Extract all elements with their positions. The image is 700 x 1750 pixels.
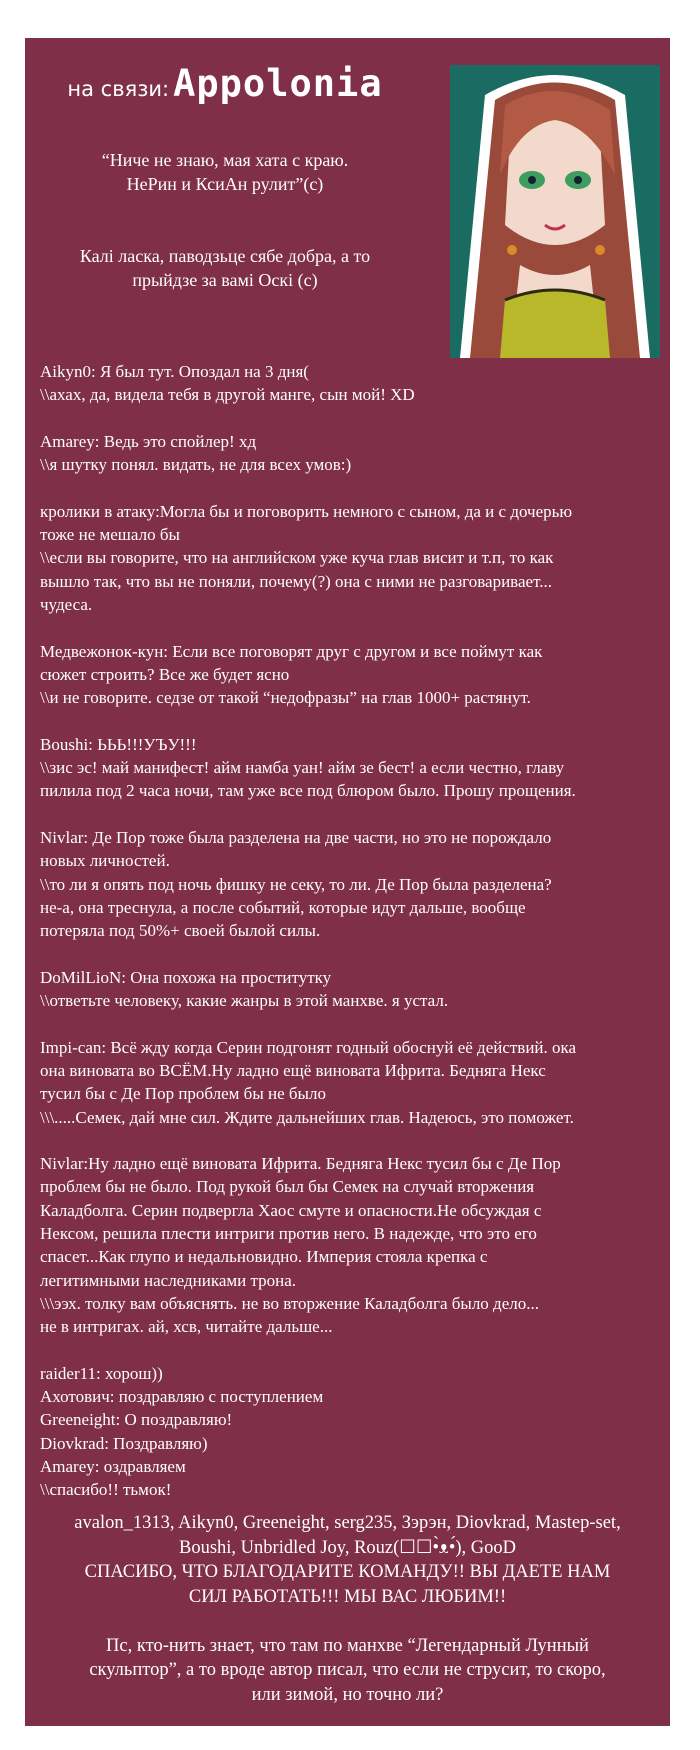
comment-line: raider11: хорош)) (40, 1363, 163, 1383)
comment-block (40, 360, 660, 407)
comment-line: легитимными наследниками трона. (40, 1270, 297, 1290)
quote-line: НеРин и КсиАн рулит”(с) (126, 174, 324, 194)
comment-line: кролики в атаку:Могла бы и поговорить немного с сыном, да и с дочерью (40, 501, 573, 521)
reply-line: \\\ээх. толку вам объяснять. не во вторжение Каладболга было дело... (40, 1293, 539, 1313)
reply-line: не в интригах. ай, хсв, читайте дальше... (40, 1317, 333, 1337)
comment-line: Нексом, решила плести интриги против него. В надежде, что это его (40, 1223, 537, 1243)
comment-block (40, 826, 660, 942)
comment-line: тоже не мешало бы (40, 525, 180, 545)
comment-line: тусил бы с Де Пор проблем бы не было (40, 1084, 326, 1104)
comment-line: DoMilLioN: Она похожа на проститутку (40, 967, 332, 987)
comment-line: Greeneight: О поздравляю! (40, 1410, 233, 1430)
postscript (25, 1634, 670, 1708)
reply-line: \\\.....Семек, дай мне сил. Ждите дальнейших глав. Надеюсь, это поможет. (40, 1107, 574, 1127)
reply-line: потеряла под 50%+ своей былой силы. (40, 921, 321, 941)
comment-line: Nivlar: Де Пор тоже была разделена на две части, но это не порождало (40, 827, 552, 847)
comment-line: Aikyn0: Я был тут. Опоздал на 3 дня( (40, 362, 309, 381)
comment-line: сюжет строить? Все же будет ясно (40, 664, 290, 684)
reply-line: \\ответьте человеку, какие жанры в этой манхве. я устал. (40, 991, 449, 1011)
reply-line: не-а, она треснула, а после событий, которые идут дальше, вообще (40, 897, 526, 917)
thanks-names-line: Boushi, Unbridled Joy, Rouz(☐☐•̀ᴥ•́), GooD (179, 1537, 516, 1558)
footer (25, 1511, 670, 1707)
quote-line: Калі ласка, паводзьце сябе добра, а то (79, 246, 371, 266)
comment-block (40, 1362, 660, 1502)
thanks-message (25, 1560, 670, 1609)
comment-line: новых личностей. (40, 851, 170, 871)
comment-block (40, 966, 660, 1013)
comment-block (40, 640, 660, 710)
thanks-names (25, 1511, 670, 1560)
comment-line: спасет...Как глупо и недальновидно. Империя стояла крепка с (40, 1247, 488, 1267)
comment-line: Impi-can: Всё жду когда Серин подгонят годный обоснуй её действий. ока (40, 1037, 577, 1057)
reply-line: \\то ли я опять под ночь фишку не секу, то ли. Де Пор была разделена? (40, 874, 552, 894)
postscript-line: скульптор”, а то вроде автор писал, что если не струсит, то скоро, (89, 1660, 606, 1680)
reply-line: вышло так, что вы не поняли, почему(?) она с ними не разговаривает... (40, 571, 552, 591)
comment-block (40, 1152, 660, 1338)
comment-line: Boushi: ЬЬЬ!!!УЪУ!!! (40, 734, 197, 754)
thanks-message-line: СИЛ РАБОТАТЬ!!! МЫ ВАС ЛЮБИМ!! (188, 1586, 507, 1607)
thanks-message-line: СПАСИБО, ЧТО БЛАГОДАРИТЕ КОМАНДУ!! ВЫ ДАЕТЕ НАМ (84, 1562, 611, 1582)
reply-line: \\и не говорите. седзе от такой “недофразы” на глав 1000+ растянут. (40, 688, 531, 708)
comment-line: Amarey: Ведь это спойлер! хд (40, 431, 257, 451)
comment-line: Diovkrad: Поздравляю) (40, 1433, 208, 1453)
comment-line: проблем бы не было. Под рукой был бы Семек на случай вторжения (40, 1177, 535, 1197)
quote-line: “Ниче не знаю, мая хата с краю. (101, 150, 349, 170)
thanks-names-line: avalon_1313, Aikyn0, Greeneight, serg235, Зэрэн, Diovkrad, Mastep-set, (74, 1513, 621, 1533)
comments-feed (40, 360, 660, 1502)
postscript-line: Пс, кто-нить знает, что там по манхве “Легендарный Лунный (106, 1635, 589, 1656)
comment-block (40, 500, 660, 616)
quote-line: прыйдзе за вамі Оскі (с) (132, 270, 318, 290)
comment-line: Медвежонок-кун: Если все поговорят друг с другом и все поймут как (40, 641, 543, 661)
comment-line: Ахотович: поздравляю с поступлением (40, 1387, 324, 1407)
member-name: Appolonia (173, 62, 383, 105)
quote-belarusian (40, 244, 410, 292)
online-title (25, 62, 425, 105)
reply-line: пилила под 2 часа ночи, там уже все под блюром было. Прошу прощения. (40, 781, 576, 801)
reply-line: \\зис эс! май манифест! айм намба уан! айм зе бест! а если честно, главу (40, 758, 565, 778)
comment-line: Amarey: оздравляем (40, 1456, 186, 1476)
comment-line: Nivlar:Ну ладно ещё виновата Ифрита. Бедняга Некс тусил бы с Де Пор (40, 1154, 561, 1174)
comment-block (40, 430, 660, 477)
avatar (450, 65, 660, 358)
credits-panel (25, 38, 670, 1726)
reply-line: \\если вы говорите, что на английском уже куча глав висит и т.п, то как (40, 548, 554, 568)
quote-russian (40, 148, 410, 196)
anime-girl-illustration (450, 65, 660, 358)
reply-line: \\я шутку понял. видать, не для всех умов:) (40, 455, 352, 475)
comment-line: она виновата во ВСЁМ.Ну ладно ещё виновата Ифрита. Бедняга Некс (40, 1060, 546, 1080)
reply-line: \\ахах, да, видела тебя в другой манге, сын мой! XD (40, 385, 415, 405)
comment-block (40, 733, 660, 803)
comment-line: Каладболга. Серин подвергла Хаос смуте и опасности.Не обсуждая с (40, 1200, 542, 1220)
header (25, 38, 670, 368)
reply-line: чудеса. (40, 594, 93, 614)
reply-line: \\спасибо!! тьмок! (40, 1480, 172, 1500)
online-prefix: на связи: (67, 77, 170, 101)
postscript-line: или зимой, но точно ли? (251, 1684, 444, 1705)
comment-block (40, 1036, 660, 1129)
